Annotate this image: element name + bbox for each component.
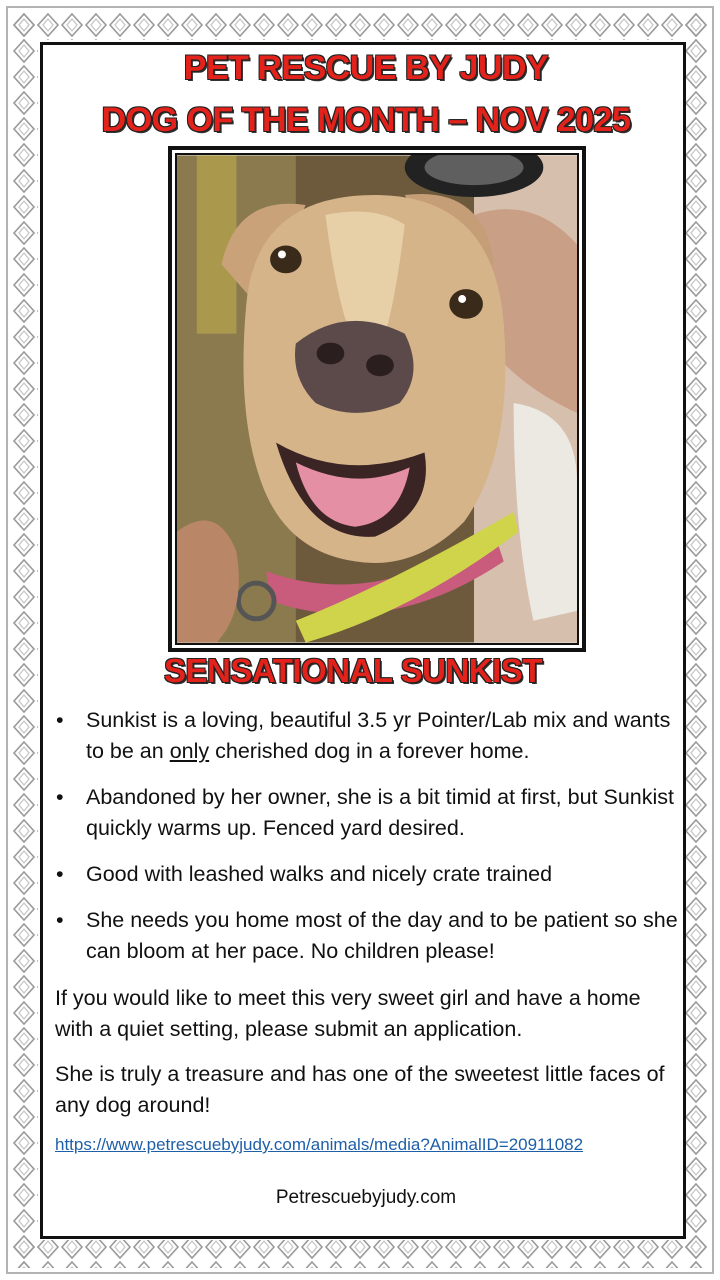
bullet-icon: • [56, 862, 64, 886]
meet-paragraph: If you would like to meet this very sweet girl and have a home with a quiet setting, please submit an application. [55, 986, 641, 1041]
dog-photo [168, 146, 586, 652]
animal-profile-link[interactable]: https://www.petrescuebyjudy.com/animals/media?AnimalID=20911082 [55, 1135, 584, 1154]
bullet-text: She needs you home most of the day and to be patient so she can bloom at her pace. No children please! [86, 908, 678, 963]
list-item [53, 859, 683, 890]
list-item [53, 782, 683, 844]
emphasis-only: only [169, 739, 210, 763]
dog-photo-illustration [175, 153, 579, 645]
title-dog-of-month: DOG OF THE MONTH – NOV 2025 [101, 101, 631, 139]
title-rescue-name: PET RESCUE BY JUDY [183, 49, 549, 87]
treasure-paragraph: She is truly a treasure and has one of the sweetest little faces of any dog around! [55, 1062, 665, 1117]
bullet-text: Abandoned by her owner, she is a bit timid at first, but Sunkist quickly warms up. Fenced yard desired. [86, 785, 674, 840]
bullet-icon: • [56, 785, 64, 809]
bullet-icon: • [56, 708, 64, 732]
footer-website: Petrescuebyjudy.com [275, 1187, 457, 1208]
bullet-text: Good with leashed walks and nicely crate trained [86, 862, 553, 886]
inner-panel [40, 42, 686, 1239]
bullet-icon: • [56, 908, 64, 932]
list-item [53, 705, 683, 767]
bullet-text: Sunkist is a loving, beautiful 3.5 yr Pointer/Lab mix and wants to be an [86, 708, 671, 763]
bullet-list [53, 705, 683, 982]
bullet-text: cherished dog in a forever home. [209, 739, 530, 763]
list-item [53, 905, 683, 967]
dog-name-heading: SENSATIONAL SUNKIST [164, 652, 542, 689]
